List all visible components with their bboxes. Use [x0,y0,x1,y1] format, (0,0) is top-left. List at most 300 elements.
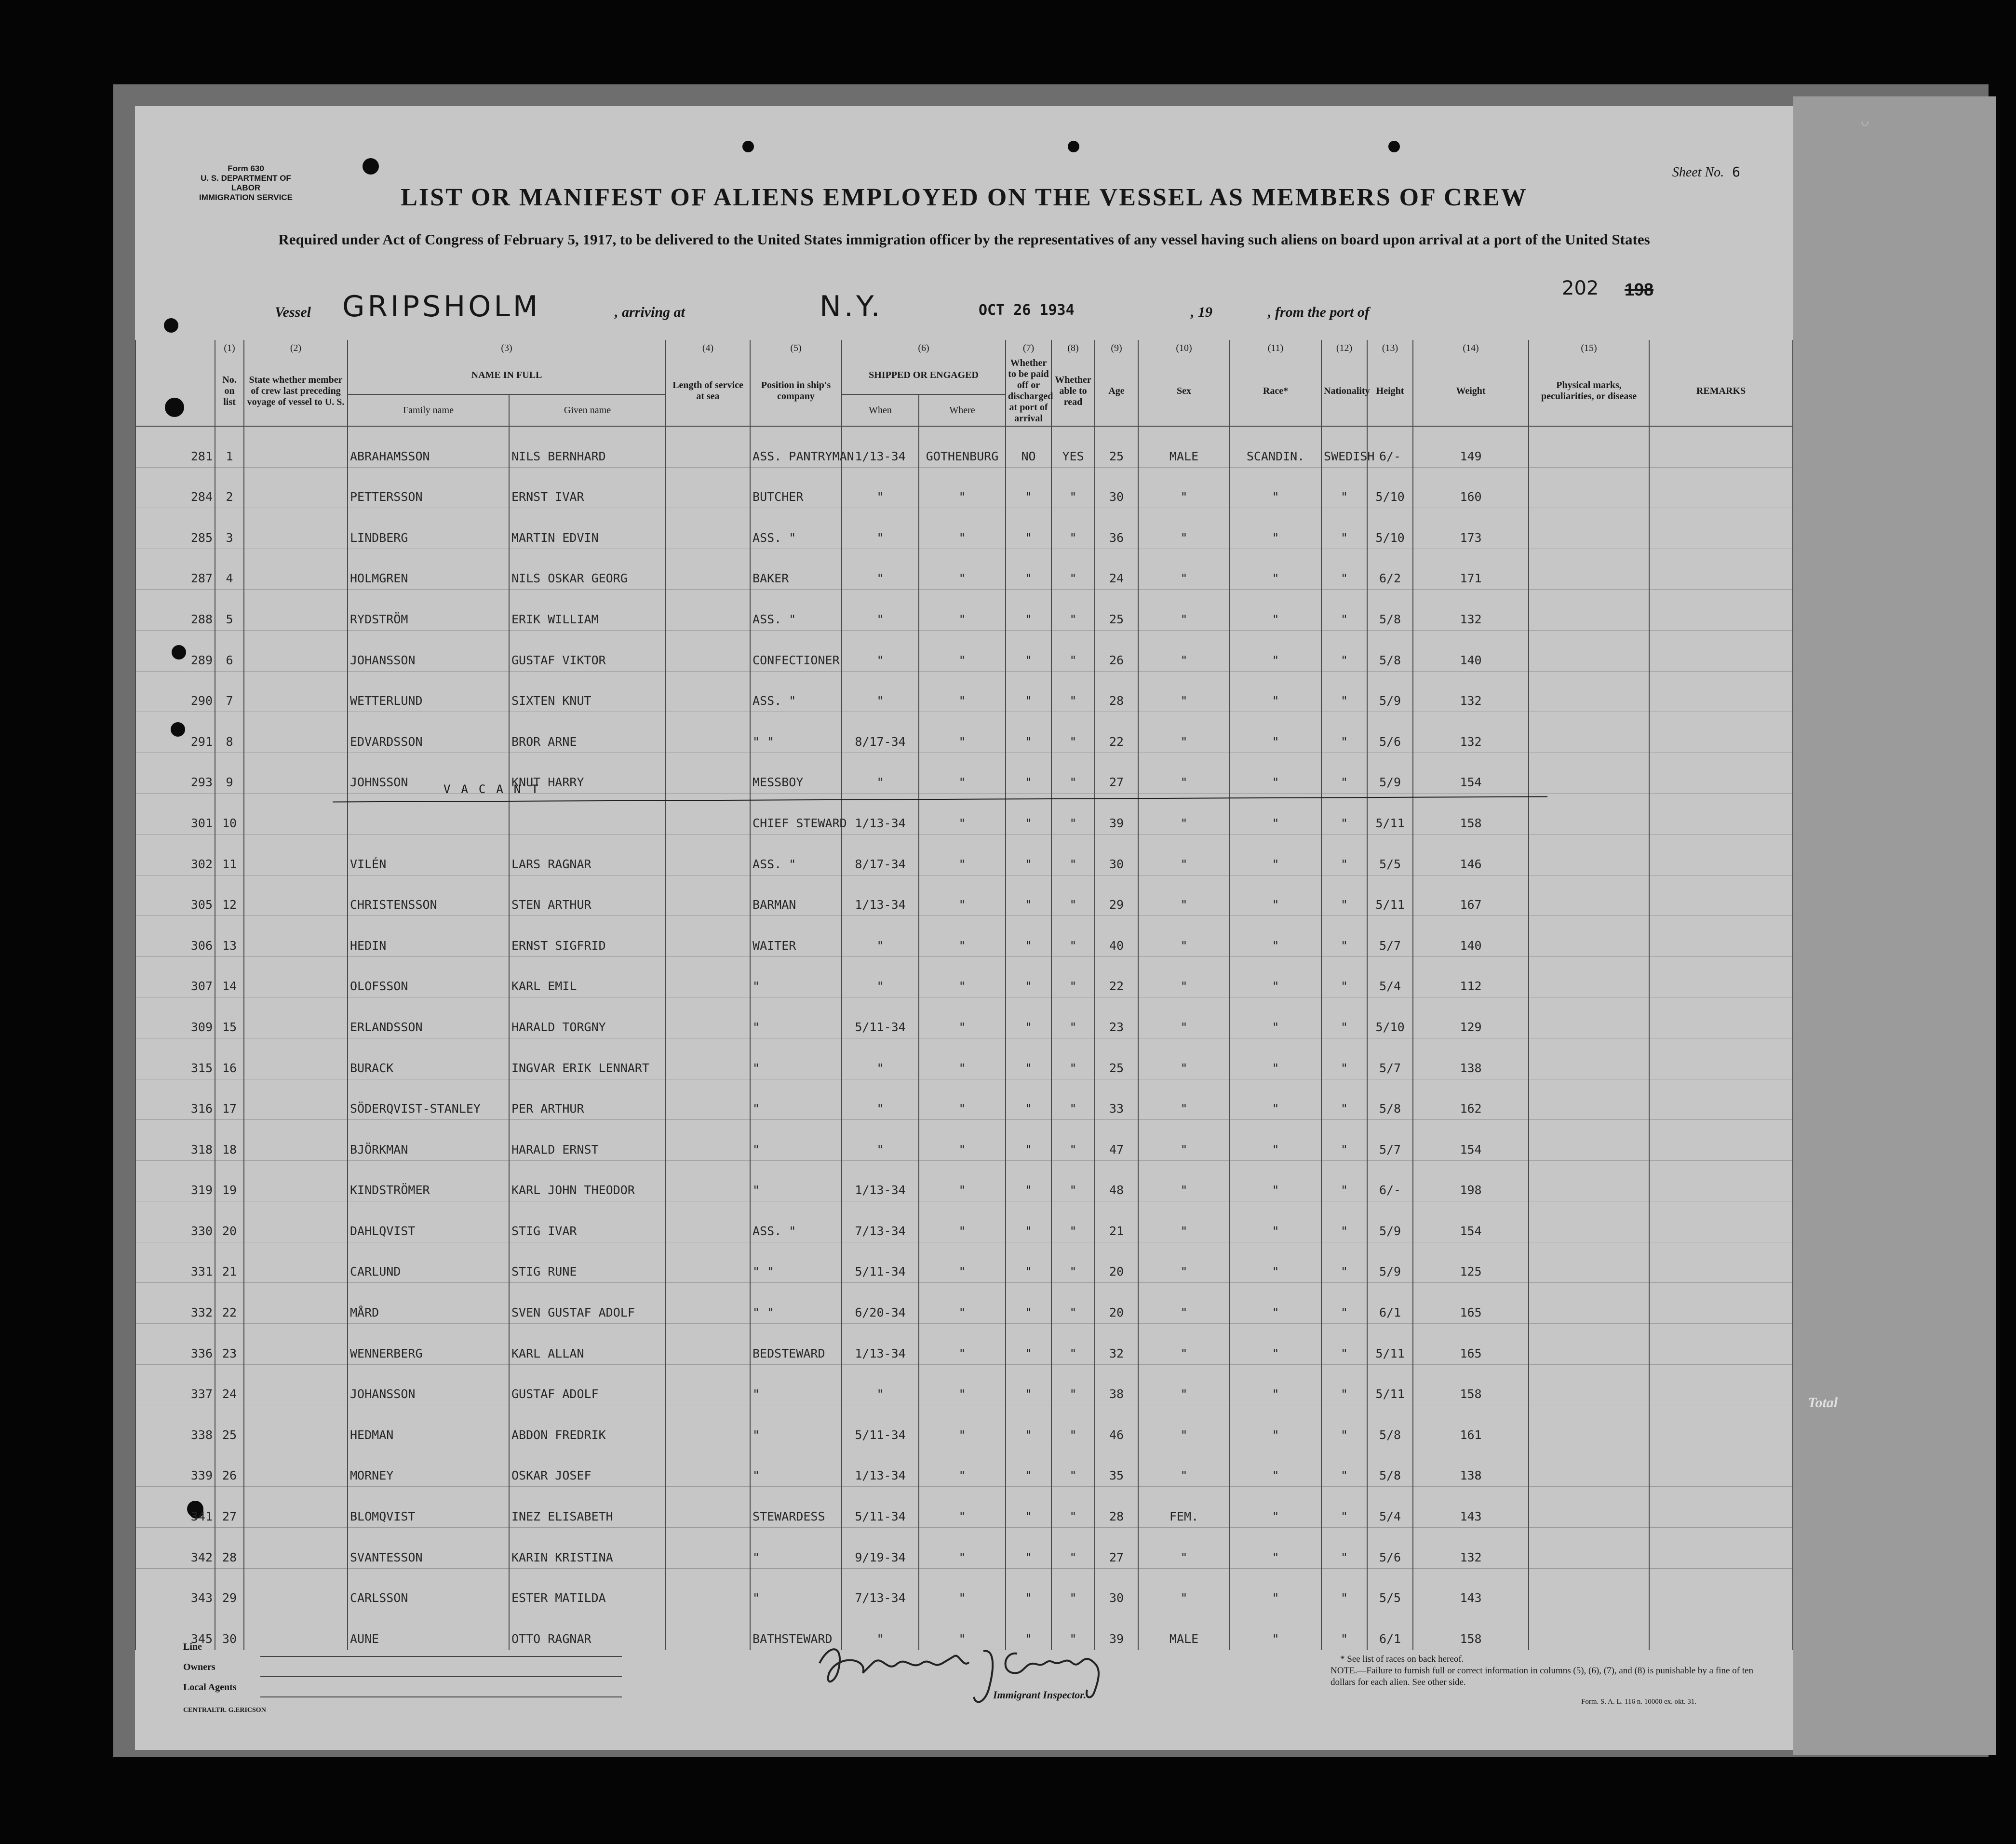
state-member-cell [244,590,348,631]
age-cell: 22 [1095,956,1138,997]
state-member-cell [244,794,348,835]
given-name-cell: HARALD ERNST [509,1120,666,1161]
list-line-number: 330 [135,1201,215,1242]
underlying-page-edge [1793,96,1996,1755]
state-member-cell [244,1568,348,1609]
physical-marks-cell [1529,630,1649,671]
where-cell: " [919,467,1006,508]
weight-cell: 129 [1413,997,1529,1038]
given-name-cell: KARL JOHN THEODOR [509,1160,666,1201]
age-cell: 39 [1095,1609,1138,1650]
able-read-cell: " [1051,916,1095,957]
paid-off-cell: " [1006,1324,1051,1365]
list-line-number: 285 [135,508,215,549]
able-read-cell: " [1051,508,1095,549]
weight-cell: 165 [1413,1324,1529,1365]
height-cell: 5/5 [1367,834,1413,875]
remarks-cell [1649,1609,1793,1650]
able-read-cell: " [1051,1038,1095,1079]
length-service-cell [666,1405,750,1446]
weight-cell: 125 [1413,1242,1529,1283]
length-service-cell [666,1079,750,1120]
family-name-cell: DAHLQVIST [348,1201,509,1242]
height-cell: 5/6 [1367,1528,1413,1569]
punch-hole [1388,141,1400,152]
sex-cell: " [1138,875,1230,916]
position-cell: " [750,1528,842,1569]
length-service-cell [666,549,750,590]
sex-cell: " [1138,508,1230,549]
header-where: Where [919,394,1006,426]
sex-cell: FEM. [1138,1487,1230,1528]
header-race: Race* [1230,356,1321,426]
length-service-cell [666,467,750,508]
when-cell: 5/11-34 [842,1487,919,1528]
nationality-cell: " [1321,1487,1367,1528]
remarks-cell [1649,997,1793,1038]
race-cell: " [1230,1283,1321,1324]
paid-off-cell: " [1006,508,1051,549]
physical-marks-cell [1529,875,1649,916]
nationality-cell: " [1321,508,1367,549]
paid-off-cell: " [1006,1120,1051,1161]
remarks-cell [1649,1120,1793,1161]
where-cell: " [919,712,1006,753]
paid-off-cell: " [1006,1568,1051,1609]
family-name-cell: JOHNSSON [348,753,509,794]
age-cell: 38 [1095,1364,1138,1405]
length-service-cell [666,997,750,1038]
length-service-cell [666,1324,750,1365]
able-read-cell: " [1051,1528,1095,1569]
weight-cell: 167 [1413,875,1529,916]
total-label: Total [1808,1395,1838,1411]
sex-cell: " [1138,1568,1230,1609]
position-cell: " [750,956,842,997]
race-cell: " [1230,834,1321,875]
row-number: 5 [215,590,244,631]
list-line-number: 301 [135,794,215,835]
paid-off-cell: " [1006,1609,1051,1650]
age-cell: 25 [1095,590,1138,631]
header-height: Height [1367,356,1413,426]
physical-marks-cell [1529,671,1649,712]
where-cell: " [919,1079,1006,1120]
table-row [135,1283,1793,1324]
nationality-cell: " [1321,1609,1367,1650]
paid-off-cell: " [1006,1283,1051,1324]
list-line-number: 309 [135,997,215,1038]
when-cell: 1/13-34 [842,794,919,835]
table-row [135,1201,1793,1242]
able-read-cell: " [1051,467,1095,508]
table-row [135,1528,1793,1569]
col-num: (12) [1321,340,1367,356]
where-cell: " [919,630,1006,671]
col-num: (15) [1529,340,1649,356]
state-member-cell [244,1283,348,1324]
state-member-cell [244,1120,348,1161]
weight-cell: 162 [1413,1079,1529,1120]
table-row [135,956,1793,997]
physical-marks-cell [1529,753,1649,794]
table-row [135,916,1793,957]
where-cell: " [919,1160,1006,1201]
sex-cell: " [1138,1283,1230,1324]
given-name-cell: KARL ALLAN [509,1324,666,1365]
height-cell: 6/1 [1367,1283,1413,1324]
when-cell: 8/17-34 [842,834,919,875]
age-cell: 20 [1095,1283,1138,1324]
height-cell: 5/8 [1367,630,1413,671]
punch-hole [363,158,379,175]
state-member-cell [244,1446,348,1487]
position-cell: STEWARDESS [750,1487,842,1528]
paid-off-cell: " [1006,1364,1051,1405]
paid-off-cell: " [1006,1160,1051,1201]
remarks-cell [1649,1201,1793,1242]
punch-hole [1068,141,1079,152]
remarks-cell [1649,956,1793,997]
weight-cell: 138 [1413,1446,1529,1487]
sex-cell: " [1138,467,1230,508]
family-name-cell: RYDSTRÖM [348,590,509,631]
nationality-cell: " [1321,753,1367,794]
service-name: IMMIGRATION SERVICE [199,193,293,202]
physical-marks-cell [1529,1568,1649,1609]
age-cell: 30 [1095,834,1138,875]
state-member-cell [244,1487,348,1528]
header-sex: Sex [1138,356,1230,426]
state-member-cell [244,753,348,794]
family-name-cell: EDVARDSSON [348,712,509,753]
given-name-cell: NILS BERNHARD [509,426,666,467]
when-cell: 1/13-34 [842,426,919,467]
col-num: (6) [842,340,1006,356]
struck-page-number: 198 [1625,280,1654,299]
paid-off-cell: " [1006,794,1051,835]
age-cell: 30 [1095,467,1138,508]
race-cell: " [1230,671,1321,712]
row-number: 3 [215,508,244,549]
sex-cell: " [1138,1079,1230,1120]
remarks-cell [1649,1405,1793,1446]
height-cell: 5/10 [1367,508,1413,549]
when-cell: 5/11-34 [842,1242,919,1283]
able-read-cell: " [1051,1201,1095,1242]
remarks-cell [1649,1324,1793,1365]
table-row [135,1324,1793,1365]
age-cell: 28 [1095,671,1138,712]
height-cell: 6/- [1367,1160,1413,1201]
race-cell: " [1230,1568,1321,1609]
given-name-cell: ERNST IVAR [509,467,666,508]
remarks-cell [1649,753,1793,794]
printer-mark: CENTRALTR. G.ERICSON [183,1707,266,1714]
paid-off-cell: " [1006,1201,1051,1242]
position-cell: BATHSTEWARD [750,1609,842,1650]
sheet-number [1672,164,1740,180]
header-shipped-engaged: SHIPPED OR ENGAGED [842,356,1006,394]
height-cell: 5/8 [1367,1446,1413,1487]
sex-cell: " [1138,630,1230,671]
height-cell: 5/11 [1367,1364,1413,1405]
nationality-cell: SWEDISH [1321,426,1367,467]
sex-cell: " [1138,1446,1230,1487]
state-member-cell [244,1405,348,1446]
when-cell: 7/13-34 [842,1201,919,1242]
given-name-cell: INGVAR ERIK LENNART [509,1038,666,1079]
weight-cell: 143 [1413,1568,1529,1609]
where-cell: " [919,1446,1006,1487]
age-cell: 40 [1095,916,1138,957]
race-cell: " [1230,916,1321,957]
list-line-number: 339 [135,1446,215,1487]
col-num: (8) [1051,340,1095,356]
race-cell: " [1230,1120,1321,1161]
physical-marks-cell [1529,590,1649,631]
sex-cell: " [1138,1038,1230,1079]
header-position: Position in ship's company [750,356,842,426]
age-cell: 21 [1095,1201,1138,1242]
paid-off-cell: " [1006,1079,1051,1120]
row-number: 28 [215,1528,244,1569]
nationality-cell: " [1321,1568,1367,1609]
state-member-cell [244,1160,348,1201]
row-number: 27 [215,1487,244,1528]
weight-cell: 173 [1413,508,1529,549]
family-name-cell: ERLANDSSON [348,997,509,1038]
remarks-cell [1649,834,1793,875]
paid-off-cell: " [1006,956,1051,997]
sex-cell: MALE [1138,426,1230,467]
position-cell: BUTCHER [750,467,842,508]
form-number: Form 630 [228,164,264,173]
height-cell: 5/11 [1367,794,1413,835]
able-read-cell: " [1051,794,1095,835]
weight-cell: 132 [1413,590,1529,631]
family-name-cell: CARLUND [348,1242,509,1283]
corner-mark: ᴗ [1861,112,1869,129]
paid-off-cell: " [1006,671,1051,712]
family-name-cell: AUNE [348,1609,509,1650]
given-name-cell: SIXTEN KNUT [509,671,666,712]
physical-marks-cell [1529,1038,1649,1079]
when-cell: " [842,753,919,794]
height-cell: 5/11 [1367,1324,1413,1365]
state-member-cell [244,1079,348,1120]
list-line-number: 331 [135,1242,215,1283]
position-cell: " [750,997,842,1038]
nationality-cell: " [1321,916,1367,957]
length-service-cell [666,1283,750,1324]
arriving-label: , arriving at [615,304,685,320]
nationality-cell: " [1321,590,1367,631]
inspector-signature [810,1634,1196,1716]
remarks-cell [1649,1568,1793,1609]
race-cell: " [1230,1405,1321,1446]
remarks-cell [1649,916,1793,957]
race-cell: " [1230,1446,1321,1487]
nationality-cell: " [1321,1446,1367,1487]
weight-cell: 160 [1413,467,1529,508]
paid-off-cell: " [1006,916,1051,957]
row-number: 6 [215,630,244,671]
length-service-cell [666,1038,750,1079]
header-length-service: Length of service at sea [666,356,750,426]
remarks-cell [1649,712,1793,753]
family-name-cell: HEDIN [348,916,509,957]
position-cell: " [750,1079,842,1120]
table-row [135,549,1793,590]
length-service-cell [666,1446,750,1487]
able-read-cell: " [1051,1079,1095,1120]
length-service-cell [666,834,750,875]
list-line-number: 287 [135,549,215,590]
row-number: 18 [215,1120,244,1161]
able-read-cell: " [1051,1568,1095,1609]
family-name-cell: BURACK [348,1038,509,1079]
where-cell: " [919,590,1006,631]
sex-cell: " [1138,549,1230,590]
line-field [260,1642,622,1657]
race-cell: " [1230,753,1321,794]
length-service-cell [666,1364,750,1405]
date-stamp: OCT 26 1934 [979,302,1075,319]
nationality-cell: " [1321,1324,1367,1365]
where-cell: " [919,671,1006,712]
paid-off-cell: " [1006,1038,1051,1079]
row-number: 21 [215,1242,244,1283]
list-line-number: 319 [135,1160,215,1201]
when-cell: 7/13-34 [842,1568,919,1609]
height-cell: 5/8 [1367,590,1413,631]
family-name-cell: OLOFSSON [348,956,509,997]
age-cell: 32 [1095,1324,1138,1365]
physical-marks-cell [1529,1242,1649,1283]
race-cell: " [1230,467,1321,508]
family-name-cell: SÖDERQVIST-STANLEY [348,1079,509,1120]
state-member-cell [244,467,348,508]
age-cell: 33 [1095,1079,1138,1120]
where-cell: " [919,549,1006,590]
paid-off-cell: " [1006,875,1051,916]
table-row [135,1242,1793,1283]
when-cell: " [842,467,919,508]
nationality-cell: " [1321,1528,1367,1569]
length-service-cell [666,1242,750,1283]
paid-off-cell: " [1006,590,1051,631]
position-cell: CHIEF STEWARD [750,794,842,835]
length-service-cell [666,916,750,957]
able-read-cell: " [1051,1120,1095,1161]
paid-off-cell: " [1006,467,1051,508]
family-name-cell: HEDMAN [348,1405,509,1446]
where-cell: " [919,1405,1006,1446]
sex-cell: " [1138,1160,1230,1201]
table-row [135,1079,1793,1120]
family-name-cell: SVANTESSON [348,1528,509,1569]
remarks-cell [1649,1283,1793,1324]
weight-cell: 132 [1413,671,1529,712]
race-cell: " [1230,1609,1321,1650]
col-num: (9) [1095,340,1138,356]
given-name-cell: STIG IVAR [509,1201,666,1242]
remarks-cell [1649,1160,1793,1201]
row-number: 12 [215,875,244,916]
where-cell: " [919,1568,1006,1609]
height-cell: 5/7 [1367,1038,1413,1079]
length-service-cell [666,426,750,467]
sex-cell: " [1138,834,1230,875]
header-weight: Weight [1413,356,1529,426]
given-name-cell: KARL EMIL [509,956,666,997]
nationality-cell: " [1321,1283,1367,1324]
nationality-cell: " [1321,1201,1367,1242]
length-service-cell [666,1120,750,1161]
able-read-cell: " [1051,1446,1095,1487]
header-state-member: State whether member of crew last preceding voyage of vessel to U. S. [244,356,348,426]
race-cell: " [1230,794,1321,835]
given-name-cell: GUSTAF ADOLF [509,1364,666,1405]
row-number: 9 [215,753,244,794]
list-line-number: 342 [135,1528,215,1569]
col-num: (3) [348,340,666,356]
where-cell: " [919,794,1006,835]
remarks-cell [1649,1446,1793,1487]
table-row [135,997,1793,1038]
physical-marks-cell [1529,508,1649,549]
family-name-cell: MORNEY [348,1446,509,1487]
footer-fields [183,1637,622,1721]
physical-marks-cell [1529,1528,1649,1569]
remarks-cell [1649,671,1793,712]
given-name-cell: NILS OSKAR GEORG [509,549,666,590]
when-cell: 1/13-34 [842,1446,919,1487]
department-name: U. S. DEPARTMENT OF LABOR [201,174,291,192]
header-name-in-full: NAME IN FULL [348,356,666,394]
remarks-cell [1649,875,1793,916]
paid-off-cell: NO [1006,426,1051,467]
position-cell: " [750,1038,842,1079]
weight-cell: 143 [1413,1487,1529,1528]
height-cell: 5/7 [1367,1120,1413,1161]
list-line-number: 336 [135,1324,215,1365]
when-cell: " [842,1038,919,1079]
height-cell: 5/9 [1367,1242,1413,1283]
able-read-cell: " [1051,834,1095,875]
physical-marks-cell [1529,426,1649,467]
nationality-cell: " [1321,997,1367,1038]
where-cell: " [919,916,1006,957]
race-cell: " [1230,1324,1321,1365]
physical-marks-cell [1529,1079,1649,1120]
remarks-cell [1649,794,1793,835]
physical-marks-cell [1529,1609,1649,1650]
able-read-cell: " [1051,1364,1095,1405]
physical-marks-cell [1529,1160,1649,1201]
from-port-label: , from the port of [1268,304,1370,320]
race-cell: " [1230,875,1321,916]
able-read-cell: " [1051,1283,1095,1324]
age-cell: 35 [1095,1446,1138,1487]
state-member-cell [244,671,348,712]
row-number: 2 [215,467,244,508]
race-cell: " [1230,1487,1321,1528]
position-cell: CONFECTIONER [750,630,842,671]
height-cell: 6/1 [1367,1609,1413,1650]
header-nationality: Nationality [1321,356,1367,426]
